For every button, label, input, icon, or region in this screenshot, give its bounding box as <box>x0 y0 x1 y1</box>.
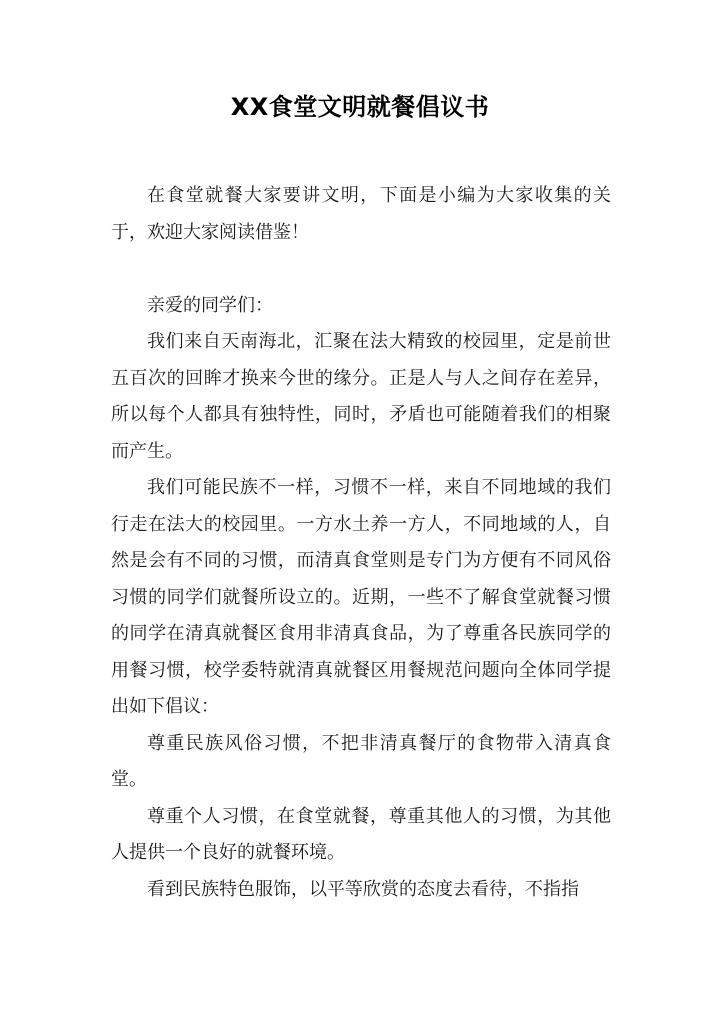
body-paragraph: 我们来自天南海北，汇聚在法大精致的校园里，定是前世五百次的回眸才换来今世的缘分。正是人与人之间存在差异，所以每个人都具有独特性，同时，矛盾也可能随着我们的相聚而产生。 <box>111 331 611 462</box>
body-paragraph: 看到民族特色服饰，以平等欣赏的态度去看待，不指指 <box>147 878 579 900</box>
intro-paragraph: 在食堂就餐大家要讲文明，下面是小编为大家收集的关于，欢迎大家阅读借鉴！ <box>111 185 611 243</box>
body-paragraph: 我们可能民族不一样，习惯不一样，来自不同地域的我们行走在法大的校园里。一方水土养一方人，不同地域的人，自然是会有不同的习惯，而清真食堂则是专门为方便有不同风俗习惯的同学们就餐所设立的。近期，一些不了解食堂就餐习惯的同学在清真就餐区食用非清真食品，为了尊重各民族同学的用餐习惯，校学委特就清真就餐区用餐规范问题向全体同学提出如下倡议： <box>111 477 611 717</box>
document-body <box>111 178 611 908</box>
salutation: 亲爱的同学们： <box>147 294 273 316</box>
paragraph-spacer <box>111 251 611 288</box>
body-paragraph: 尊重个人习惯，在食堂就餐，尊重其他人的习惯，为其他人提供一个良好的就餐环境。 <box>111 805 611 863</box>
body-paragraph: 尊重民族风俗习惯，不把非清真餐厅的食物带入清真食堂。 <box>111 732 611 790</box>
document-title: XX食堂文明就餐倡议书 <box>230 93 490 121</box>
